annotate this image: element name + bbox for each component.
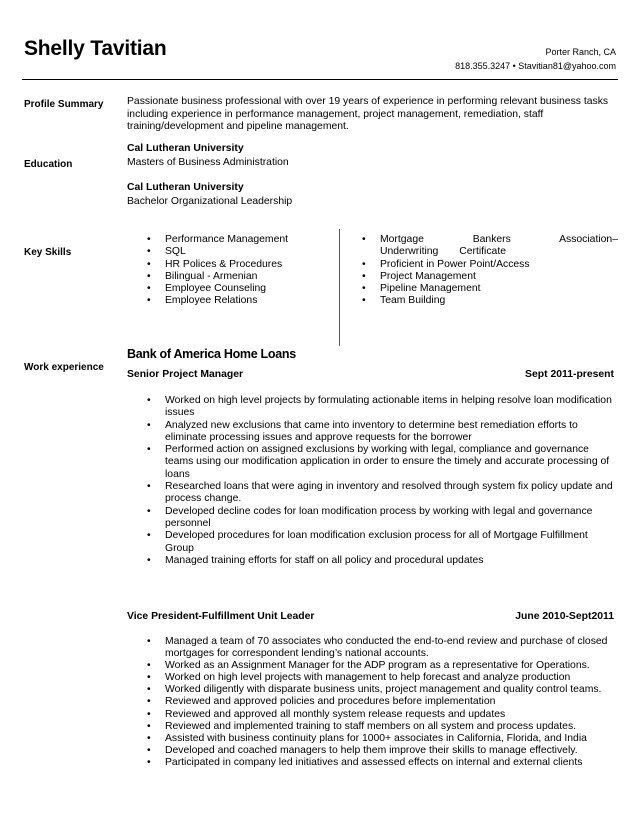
key-skills-label: Key Skills <box>24 247 72 258</box>
job-1-bullets <box>145 395 615 567</box>
list-item: • Participated in company led initiatives and assessed effects on internal and external clients <box>145 757 617 769</box>
list-item: • Managed a team of 70 associates who conducted the end-to-end review and purchase of closed mortgages for correspondent lending’s national accounts. <box>145 636 617 660</box>
list-item: • Performance Management <box>145 234 330 246</box>
list-item: • Developed procedures for loan modification exclusion process for all of Mortgage Fulfillment Group <box>145 530 615 555</box>
list-item: • Reviewed and approved policies and procedures before implementation <box>145 696 617 708</box>
list-item: • Project Management <box>360 271 618 283</box>
education-degree-2: Bachelor Organizational Leadership <box>127 196 293 207</box>
profile-summary-label: Profile Summary <box>24 99 104 110</box>
list-item: • HR Polices & Procedures <box>145 259 330 271</box>
list-item: • Proficient in Power Point/Access <box>360 259 618 271</box>
education-school-2: Cal Lutheran University <box>127 182 244 193</box>
education-degree-1: Masters of Business Administration <box>127 157 289 168</box>
list-item: • Reviewed and approved all monthly system release requests and updates <box>145 709 617 721</box>
list-item: • Managed training efforts for staff on all policy and procedural updates <box>145 555 615 567</box>
list-item: • SQL <box>145 246 330 258</box>
list-item: • Pipeline Management <box>360 283 618 295</box>
skills-column-divider <box>339 229 340 346</box>
header-divider <box>22 79 618 80</box>
list-item: • Worked diligently with disparate business units, project management and quality control teams. <box>145 684 617 696</box>
list-item: • Analyzed new exclusions that came into inventory to determine best remediation efforts to eliminate processing issues and approve requests for the borrower <box>145 420 615 445</box>
company-name: Bank of America Home Loans <box>127 347 296 361</box>
list-item: • Researched loans that were aging in inventory and resolved through system fix policy update and process change. <box>145 481 615 506</box>
job-2-bullets <box>145 636 617 769</box>
education-label: Education <box>24 159 73 170</box>
list-item: • Developed decline codes for loan modification process by working with legal and governance personnel <box>145 506 615 531</box>
list-item: • Employee Relations <box>145 295 330 307</box>
list-item: • Employee Counseling <box>145 283 330 295</box>
list-item: • Assisted with business continuity plans for 1000+ associates in California, Florida, and India <box>145 733 617 745</box>
skills-left-list <box>145 234 330 308</box>
list-item: • Reviewed and implemented training to staff members on all system and process updates. <box>145 721 617 733</box>
candidate-name: Shelly Tavitian <box>24 37 167 60</box>
location: Porter Ranch, CA <box>545 47 616 57</box>
job-title-2: Vice President-Fulfillment Unit Leader <box>127 611 315 622</box>
job-dates-1: Sept 2011-present <box>525 369 614 380</box>
skills-right-list <box>360 234 618 308</box>
job-title-1: Senior Project Manager <box>127 369 244 380</box>
list-item: • Performed action on assigned exclusions by working with legal, compliance and governance teams using our modification application in order to ensure the timely and accurate processing of loans <box>145 444 615 481</box>
list-item: • Worked on high level projects with management to help forecast and analyze production <box>145 672 617 684</box>
list-item: • Bilingual - Armenian <box>145 271 330 283</box>
work-experience-label: Work experience <box>24 362 104 373</box>
list-item: • Team Building <box>360 295 618 307</box>
profile-summary-text: Passionate business professional with over 19 years of experience in performing relevant business tasks including experience in performance management, project management, remediation, staff training/development and pipeline management. <box>127 96 609 132</box>
contact-info: 818.355.3247 • Stavitian81@yahoo.com <box>455 61 616 71</box>
list-item: • Worked on high level projects by formulating actionable items in helping resolve loan modification issues <box>145 395 615 420</box>
list-item: • Worked as an Assignment Manager for the ADP program as a representative for Operations. <box>145 660 617 672</box>
list-item: • Developed and coached managers to help them improve their skills to manage effectively. <box>145 745 617 757</box>
education-school-1: Cal Lutheran University <box>127 143 244 154</box>
job-dates-2: June 2010-Sept2011 <box>515 611 614 622</box>
list-item: • Mortgage Bankers Association–Underwriting Certificate <box>360 234 618 259</box>
